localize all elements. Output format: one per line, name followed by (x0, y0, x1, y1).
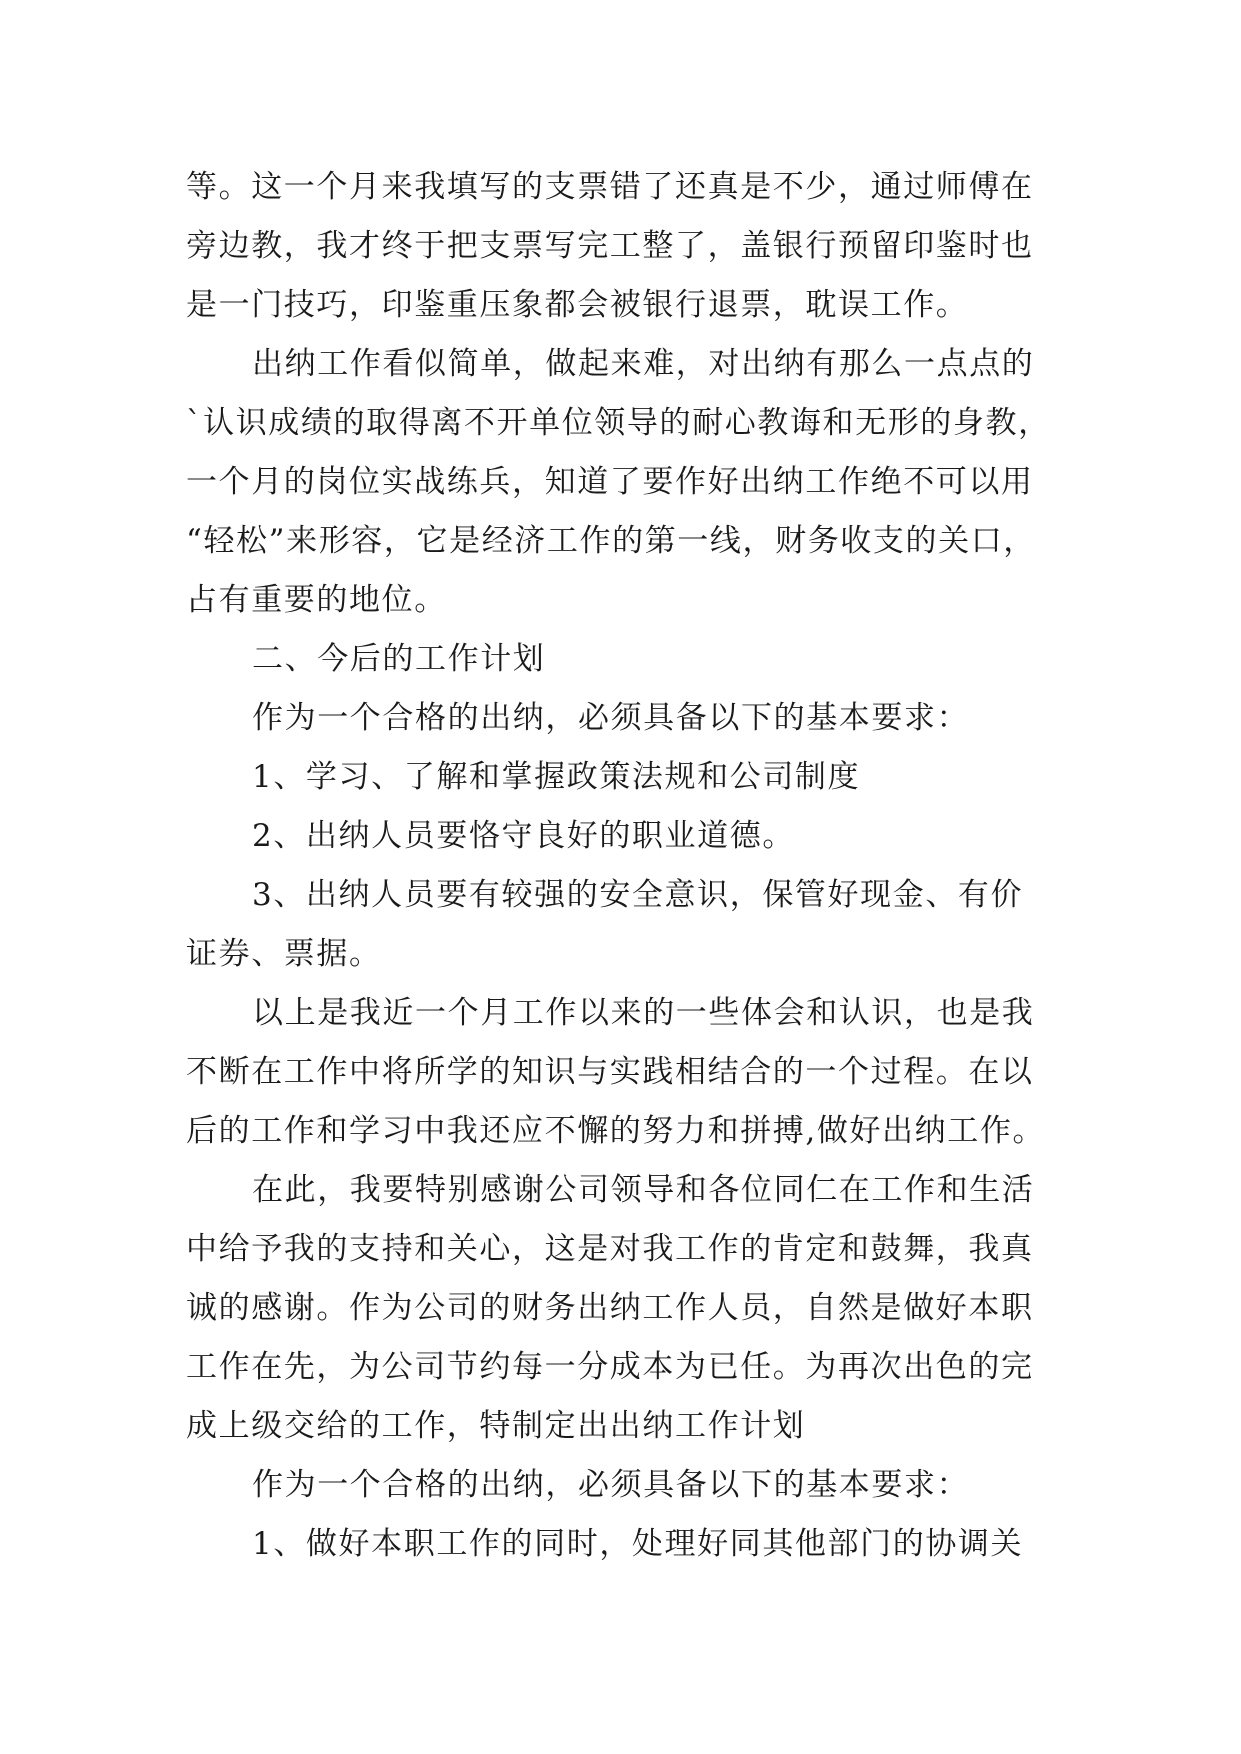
text-line: 一个月的岗位实战练兵，知道了要作好出纳工作绝不可以用 (186, 464, 1034, 500)
paragraph-first-line: 作为一个合格的出纳，必须具备以下的基本要求： (252, 700, 970, 736)
text-line: 成上级交给的工作，特制定出出纳工作计划 (186, 1408, 806, 1444)
text-line: “轻松”来形容，它是经济工作的第一线，财务收支的关口， (186, 523, 1036, 559)
text-line: 是一门技巧，印鉴重压象都会被银行退票，耽误工作。 (186, 287, 969, 323)
list-item: 1、学习、了解和掌握政策法规和公司制度 (252, 759, 861, 795)
list-item: 2、出纳人员要恪守良好的职业道德。 (252, 818, 795, 854)
paragraph-first-line: 作为一个合格的出纳，必须具备以下的基本要求： (252, 1467, 970, 1503)
text-line: 等。这一个月来我填写的支票错了还真是不少，通过师傅在 (186, 169, 1034, 205)
body-text (186, 158, 1070, 1574)
text-line: 后的工作和学习中我还应不懈的努力和拼搏,做好出纳工作。 (186, 1113, 1046, 1149)
text-line: 不断在工作中将所学的知识与实践相结合的一个过程。在以 (186, 1054, 1034, 1090)
list-item: 1、做好本职工作的同时，处理好同其他部门的协调关 (252, 1526, 1024, 1562)
section-heading: 二、今后的工作计划 (252, 641, 546, 677)
text-line: `认识成绩的取得离不开单位领导的耐心教诲和无形的身教， (186, 405, 1051, 441)
text-line: 中给予我的支持和关心，这是对我工作的肯定和鼓舞，我真 (186, 1231, 1034, 1267)
text-line: 工作在先，为公司节约每一分成本为已任。为再次出色的完 (186, 1349, 1034, 1385)
text-line: 诚的感谢。作为公司的财务出纳工作人员，自然是做好本职 (186, 1290, 1034, 1326)
text-line: 证券、票据。 (186, 936, 382, 972)
text-line: 占有重要的地位。 (186, 582, 447, 618)
list-item: 3、出纳人员要有较强的安全意识，保管好现金、有价 (252, 877, 1024, 913)
paragraph-first-line: 出纳工作看似简单，做起来难，对出纳有那么一点点的 (252, 346, 1035, 382)
paragraph-first-line: 在此，我要特别感谢公司领导和各位同仁在工作和生活 (252, 1172, 1035, 1208)
text-line: 旁边教，我才终于把支票写完工整了，盖银行预留印鉴时也 (186, 228, 1034, 264)
paragraph-first-line: 以上是我近一个月工作以来的一些体会和认识，也是我 (252, 995, 1035, 1031)
